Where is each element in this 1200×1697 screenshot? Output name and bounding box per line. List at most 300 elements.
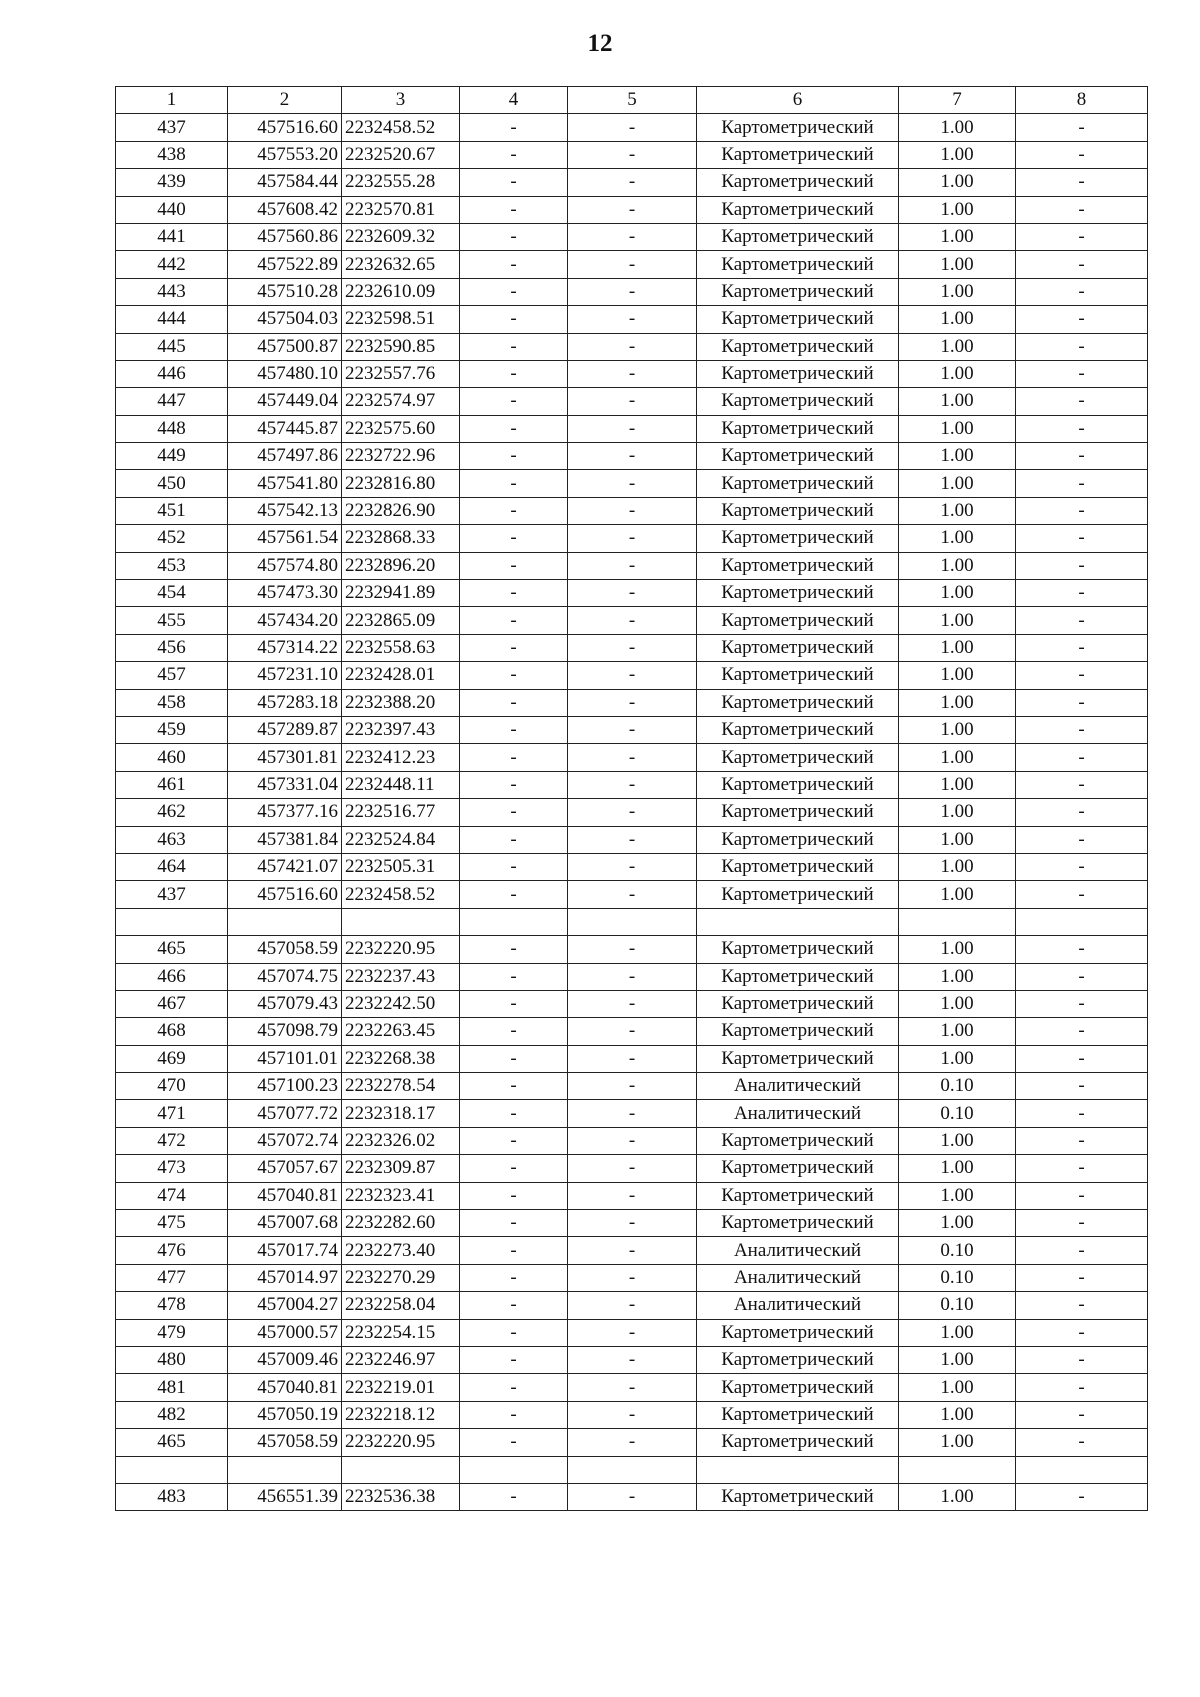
y-coordinate-cell: 2232254.15 [342,1319,460,1346]
y-coordinate-cell: 2232388.20 [342,689,460,716]
col5-cell: - [568,990,697,1017]
x-coordinate-cell: 457289.87 [228,716,342,743]
col8-cell: - [1016,333,1148,360]
accuracy-cell: 1.00 [899,1210,1016,1237]
table-row [116,223,1148,250]
accuracy-cell: 1.00 [899,169,1016,196]
col8-cell: - [1016,881,1148,908]
accuracy-cell: 0.10 [899,1100,1016,1127]
point-number-cell: 476 [116,1237,228,1264]
point-number-cell: 439 [116,169,228,196]
col8-cell: - [1016,525,1148,552]
accuracy-cell: 1.00 [899,251,1016,278]
col4-cell: - [460,744,568,771]
y-coordinate-cell: 2232558.63 [342,634,460,661]
column-header: 5 [568,87,697,114]
col5-cell: - [568,223,697,250]
col8-cell: - [1016,360,1148,387]
x-coordinate-cell: 457434.20 [228,607,342,634]
y-coordinate-cell: 2232536.38 [342,1483,460,1510]
x-coordinate-cell: 457522.89 [228,251,342,278]
method-cell: Аналитический [697,1100,899,1127]
col8-cell: - [1016,744,1148,771]
col5-cell [568,1456,697,1483]
col8-cell: - [1016,716,1148,743]
col5-cell: - [568,1073,697,1100]
col8-cell: - [1016,1429,1148,1456]
y-coordinate-cell: 2232557.76 [342,360,460,387]
point-number-cell: 442 [116,251,228,278]
table-row [116,1018,1148,1045]
col8-cell: - [1016,552,1148,579]
col8-cell: - [1016,114,1148,141]
method-cell: Картометрический [697,443,899,470]
table-row [116,333,1148,360]
page-number: 12 [587,30,613,57]
method-cell: Картометрический [697,552,899,579]
accuracy-cell: 1.00 [899,141,1016,168]
col5-cell: - [568,1429,697,1456]
column-header: 4 [460,87,568,114]
point-number-cell: 451 [116,497,228,524]
x-coordinate-cell: 457007.68 [228,1210,342,1237]
x-coordinate-cell: 457231.10 [228,662,342,689]
col4-cell: - [460,415,568,442]
point-number-cell: 473 [116,1155,228,1182]
method-cell: Картометрический [697,936,899,963]
table-row [116,853,1148,880]
col5-cell: - [568,388,697,415]
point-number-cell: 447 [116,388,228,415]
col8-cell: - [1016,1018,1148,1045]
x-coordinate-cell: 457301.81 [228,744,342,771]
method-cell: Картометрический [697,415,899,442]
table-row [116,525,1148,552]
method-cell: Картометрический [697,689,899,716]
col5-cell: - [568,1483,697,1510]
point-number-cell: 482 [116,1401,228,1428]
x-coordinate-cell: 456551.39 [228,1483,342,1510]
x-coordinate-cell: 457058.59 [228,1429,342,1456]
point-number-cell: 441 [116,223,228,250]
col5-cell: - [568,826,697,853]
method-cell: Картометрический [697,169,899,196]
col4-cell: - [460,223,568,250]
accuracy-cell: 1.00 [899,114,1016,141]
method-cell: Картометрический [697,1045,899,1072]
table-row [116,580,1148,607]
table-row [116,744,1148,771]
table-row [116,1346,1148,1373]
col8-cell: - [1016,607,1148,634]
col8-cell: - [1016,388,1148,415]
accuracy-cell: 1.00 [899,333,1016,360]
table-row [116,278,1148,305]
col5-cell: - [568,525,697,552]
point-number-cell: 467 [116,990,228,1017]
col4-cell: - [460,333,568,360]
col5-cell: - [568,607,697,634]
y-coordinate-cell: 2232268.38 [342,1045,460,1072]
col5-cell: - [568,716,697,743]
table-row [116,1182,1148,1209]
col8-cell: - [1016,963,1148,990]
method-cell: Картометрический [697,744,899,771]
col8-cell [1016,908,1148,935]
y-coordinate-cell: 2232219.01 [342,1374,460,1401]
point-number-cell: 437 [116,114,228,141]
method-cell: Аналитический [697,1292,899,1319]
y-coordinate-cell: 2232722.96 [342,443,460,470]
table-row [116,114,1148,141]
col5-cell: - [568,306,697,333]
col8-cell: - [1016,1319,1148,1346]
point-number-cell: 465 [116,936,228,963]
col4-cell: - [460,360,568,387]
x-coordinate-cell: 457072.74 [228,1127,342,1154]
y-coordinate-cell: 2232896.20 [342,552,460,579]
col5-cell: - [568,799,697,826]
method-cell: Картометрический [697,881,899,908]
col8-cell: - [1016,1264,1148,1291]
x-coordinate-cell: 457017.74 [228,1237,342,1264]
point-number-cell: 462 [116,799,228,826]
col8-cell: - [1016,497,1148,524]
y-coordinate-cell: 2232397.43 [342,716,460,743]
column-header: 8 [1016,87,1148,114]
x-coordinate-cell: 457098.79 [228,1018,342,1045]
point-number-cell: 444 [116,306,228,333]
x-coordinate-cell: 457283.18 [228,689,342,716]
col4-cell: - [460,443,568,470]
point-number-cell: 454 [116,580,228,607]
accuracy-cell: 1.00 [899,470,1016,497]
accuracy-cell: 1.00 [899,936,1016,963]
accuracy-cell: 0.10 [899,1264,1016,1291]
point-number-cell: 480 [116,1346,228,1373]
y-coordinate-cell: 2232258.04 [342,1292,460,1319]
method-cell: Картометрический [697,662,899,689]
x-coordinate-cell: 457561.54 [228,525,342,552]
col5-cell: - [568,169,697,196]
x-coordinate-cell: 457504.03 [228,306,342,333]
y-coordinate-cell: 2232610.09 [342,278,460,305]
col5-cell: - [568,1182,697,1209]
accuracy-cell: 0.10 [899,1237,1016,1264]
col8-cell: - [1016,1210,1148,1237]
col4-cell: - [460,114,568,141]
col8-cell: - [1016,1127,1148,1154]
method-cell: Картометрический [697,1319,899,1346]
table-row [116,1100,1148,1127]
col5-cell: - [568,1264,697,1291]
col4-cell: - [460,141,568,168]
col4-cell: - [460,1483,568,1510]
col8-cell: - [1016,1292,1148,1319]
col5-cell: - [568,114,697,141]
col8-cell: - [1016,689,1148,716]
method-cell: Картометрический [697,388,899,415]
col5-cell: - [568,470,697,497]
method-cell: Картометрический [697,1401,899,1428]
col8-cell: - [1016,580,1148,607]
accuracy-cell: 1.00 [899,771,1016,798]
method-cell: Картометрический [697,1018,899,1045]
point-number-cell: 477 [116,1264,228,1291]
y-coordinate-cell [342,1456,460,1483]
col4-cell: - [460,306,568,333]
x-coordinate-cell: 457050.19 [228,1401,342,1428]
accuracy-cell: 1.00 [899,360,1016,387]
point-number-cell: 478 [116,1292,228,1319]
accuracy-cell: 1.00 [899,196,1016,223]
x-coordinate-cell: 457100.23 [228,1073,342,1100]
col5-cell: - [568,936,697,963]
col5-cell: - [568,1045,697,1072]
col5-cell: - [568,881,697,908]
table-row [116,1127,1148,1154]
col5-cell: - [568,1155,697,1182]
table-row [116,1429,1148,1456]
accuracy-cell: 1.00 [899,497,1016,524]
method-cell: Картометрический [697,607,899,634]
x-coordinate-cell: 457574.80 [228,552,342,579]
method-cell: Картометрический [697,580,899,607]
table-row [116,443,1148,470]
point-number-cell: 466 [116,963,228,990]
table-row [116,1237,1148,1264]
col8-cell: - [1016,826,1148,853]
method-cell: Картометрический [697,1182,899,1209]
col5-cell: - [568,1018,697,1045]
accuracy-cell: 1.00 [899,1346,1016,1373]
point-number-cell: 479 [116,1319,228,1346]
method-cell: Картометрический [697,771,899,798]
y-coordinate-cell: 2232574.97 [342,388,460,415]
point-number-cell: 475 [116,1210,228,1237]
y-coordinate-cell: 2232273.40 [342,1237,460,1264]
point-number-cell [116,908,228,935]
col4-cell: - [460,881,568,908]
point-number-cell: 481 [116,1374,228,1401]
col4-cell: - [460,1045,568,1072]
method-cell: Картометрический [697,1210,899,1237]
point-number-cell: 468 [116,1018,228,1045]
point-number-cell: 450 [116,470,228,497]
accuracy-cell: 1.00 [899,881,1016,908]
x-coordinate-cell: 457445.87 [228,415,342,442]
table-row [116,799,1148,826]
col4-cell: - [460,1346,568,1373]
point-number-cell: 448 [116,415,228,442]
col8-cell: - [1016,936,1148,963]
col8-cell: - [1016,169,1148,196]
col5-cell: - [568,634,697,661]
col4-cell: - [460,1155,568,1182]
x-coordinate-cell: 457331.04 [228,771,342,798]
point-number-cell: 443 [116,278,228,305]
col4-cell: - [460,1264,568,1291]
method-cell: Картометрический [697,114,899,141]
point-number-cell: 459 [116,716,228,743]
col8-cell: - [1016,1237,1148,1264]
col4-cell: - [460,689,568,716]
col4-cell: - [460,634,568,661]
y-coordinate-cell: 2232520.67 [342,141,460,168]
accuracy-cell: 1.00 [899,963,1016,990]
method-cell: Аналитический [697,1237,899,1264]
col5-cell: - [568,1210,697,1237]
table-row [116,1073,1148,1100]
y-coordinate-cell: 2232458.52 [342,114,460,141]
col4-cell [460,1456,568,1483]
accuracy-cell [899,908,1016,935]
y-coordinate-cell: 2232632.65 [342,251,460,278]
col8-cell: - [1016,196,1148,223]
col8-cell: - [1016,799,1148,826]
x-coordinate-cell: 457560.86 [228,223,342,250]
x-coordinate-cell: 457004.27 [228,1292,342,1319]
table-row [116,771,1148,798]
accuracy-cell: 1.00 [899,223,1016,250]
col8-cell: - [1016,634,1148,661]
y-coordinate-cell: 2232575.60 [342,415,460,442]
point-number-cell: 472 [116,1127,228,1154]
accuracy-cell: 1.00 [899,1155,1016,1182]
y-coordinate-cell: 2232428.01 [342,662,460,689]
point-number-cell: 483 [116,1483,228,1510]
method-cell: Картометрический [697,306,899,333]
col5-cell: - [568,196,697,223]
x-coordinate-cell: 457584.44 [228,169,342,196]
accuracy-cell: 1.00 [899,826,1016,853]
method-cell: Картометрический [697,1429,899,1456]
col8-cell: - [1016,1401,1148,1428]
y-coordinate-cell: 2232218.12 [342,1401,460,1428]
col8-cell: - [1016,1374,1148,1401]
table-row [116,1374,1148,1401]
accuracy-cell: 1.00 [899,1127,1016,1154]
x-coordinate-cell: 457079.43 [228,990,342,1017]
x-coordinate-cell: 457480.10 [228,360,342,387]
x-coordinate-cell: 457510.28 [228,278,342,305]
y-coordinate-cell: 2232941.89 [342,580,460,607]
x-coordinate-cell [228,908,342,935]
col5-cell: - [568,771,697,798]
table-row [116,415,1148,442]
method-cell: Картометрический [697,1374,899,1401]
y-coordinate-cell: 2232270.29 [342,1264,460,1291]
col8-cell: - [1016,853,1148,880]
col5-cell: - [568,1319,697,1346]
col4-cell: - [460,1319,568,1346]
accuracy-cell: 0.10 [899,1292,1016,1319]
point-number-cell [116,1456,228,1483]
point-number-cell: 474 [116,1182,228,1209]
x-coordinate-cell: 457014.97 [228,1264,342,1291]
table-row [116,1210,1148,1237]
x-coordinate-cell: 457314.22 [228,634,342,661]
table-row [116,1483,1148,1510]
col4-cell: - [460,1210,568,1237]
method-cell: Картометрический [697,360,899,387]
col5-cell: - [568,662,697,689]
accuracy-cell: 1.00 [899,443,1016,470]
method-cell: Картометрический [697,251,899,278]
method-cell: Аналитический [697,1264,899,1291]
x-coordinate-cell: 457541.80 [228,470,342,497]
y-coordinate-cell: 2232246.97 [342,1346,460,1373]
accuracy-cell: 0.10 [899,1073,1016,1100]
col4-cell [460,908,568,935]
method-cell: Картометрический [697,470,899,497]
col4-cell: - [460,1429,568,1456]
col5-cell: - [568,251,697,278]
accuracy-cell: 1.00 [899,662,1016,689]
table-row [116,169,1148,196]
table-row [116,306,1148,333]
x-coordinate-cell: 457608.42 [228,196,342,223]
table-body [116,114,1148,1511]
table-row [116,1401,1148,1428]
method-cell: Картометрический [697,223,899,250]
col5-cell: - [568,333,697,360]
point-number-cell: 457 [116,662,228,689]
accuracy-cell: 1.00 [899,525,1016,552]
point-number-cell: 465 [116,1429,228,1456]
col5-cell: - [568,1401,697,1428]
y-coordinate-cell: 2232609.32 [342,223,460,250]
y-coordinate-cell: 2232412.23 [342,744,460,771]
col8-cell: - [1016,1483,1148,1510]
col4-cell: - [460,552,568,579]
x-coordinate-cell [228,1456,342,1483]
column-header: 3 [342,87,460,114]
accuracy-cell: 1.00 [899,1182,1016,1209]
method-cell: Картометрический [697,196,899,223]
col5-cell: - [568,1127,697,1154]
col5-cell [568,908,697,935]
point-number-cell: 463 [116,826,228,853]
x-coordinate-cell: 457377.16 [228,799,342,826]
col4-cell: - [460,169,568,196]
y-coordinate-cell: 2232263.45 [342,1018,460,1045]
accuracy-cell: 1.00 [899,799,1016,826]
method-cell: Картометрический [697,333,899,360]
x-coordinate-cell: 457057.67 [228,1155,342,1182]
col5-cell: - [568,853,697,880]
y-coordinate-cell [342,908,460,935]
col4-cell: - [460,470,568,497]
table-row [116,881,1148,908]
col4-cell: - [460,580,568,607]
method-cell: Картометрический [697,799,899,826]
col4-cell: - [460,251,568,278]
col8-cell: - [1016,470,1148,497]
y-coordinate-cell: 2232524.84 [342,826,460,853]
col4-cell: - [460,826,568,853]
col4-cell: - [460,1127,568,1154]
col4-cell: - [460,662,568,689]
point-number-cell: 445 [116,333,228,360]
col4-cell: - [460,1182,568,1209]
col8-cell: - [1016,662,1148,689]
table-row [116,963,1148,990]
col4-cell: - [460,853,568,880]
table-row [116,1292,1148,1319]
method-cell: Аналитический [697,1073,899,1100]
accuracy-cell: 1.00 [899,388,1016,415]
